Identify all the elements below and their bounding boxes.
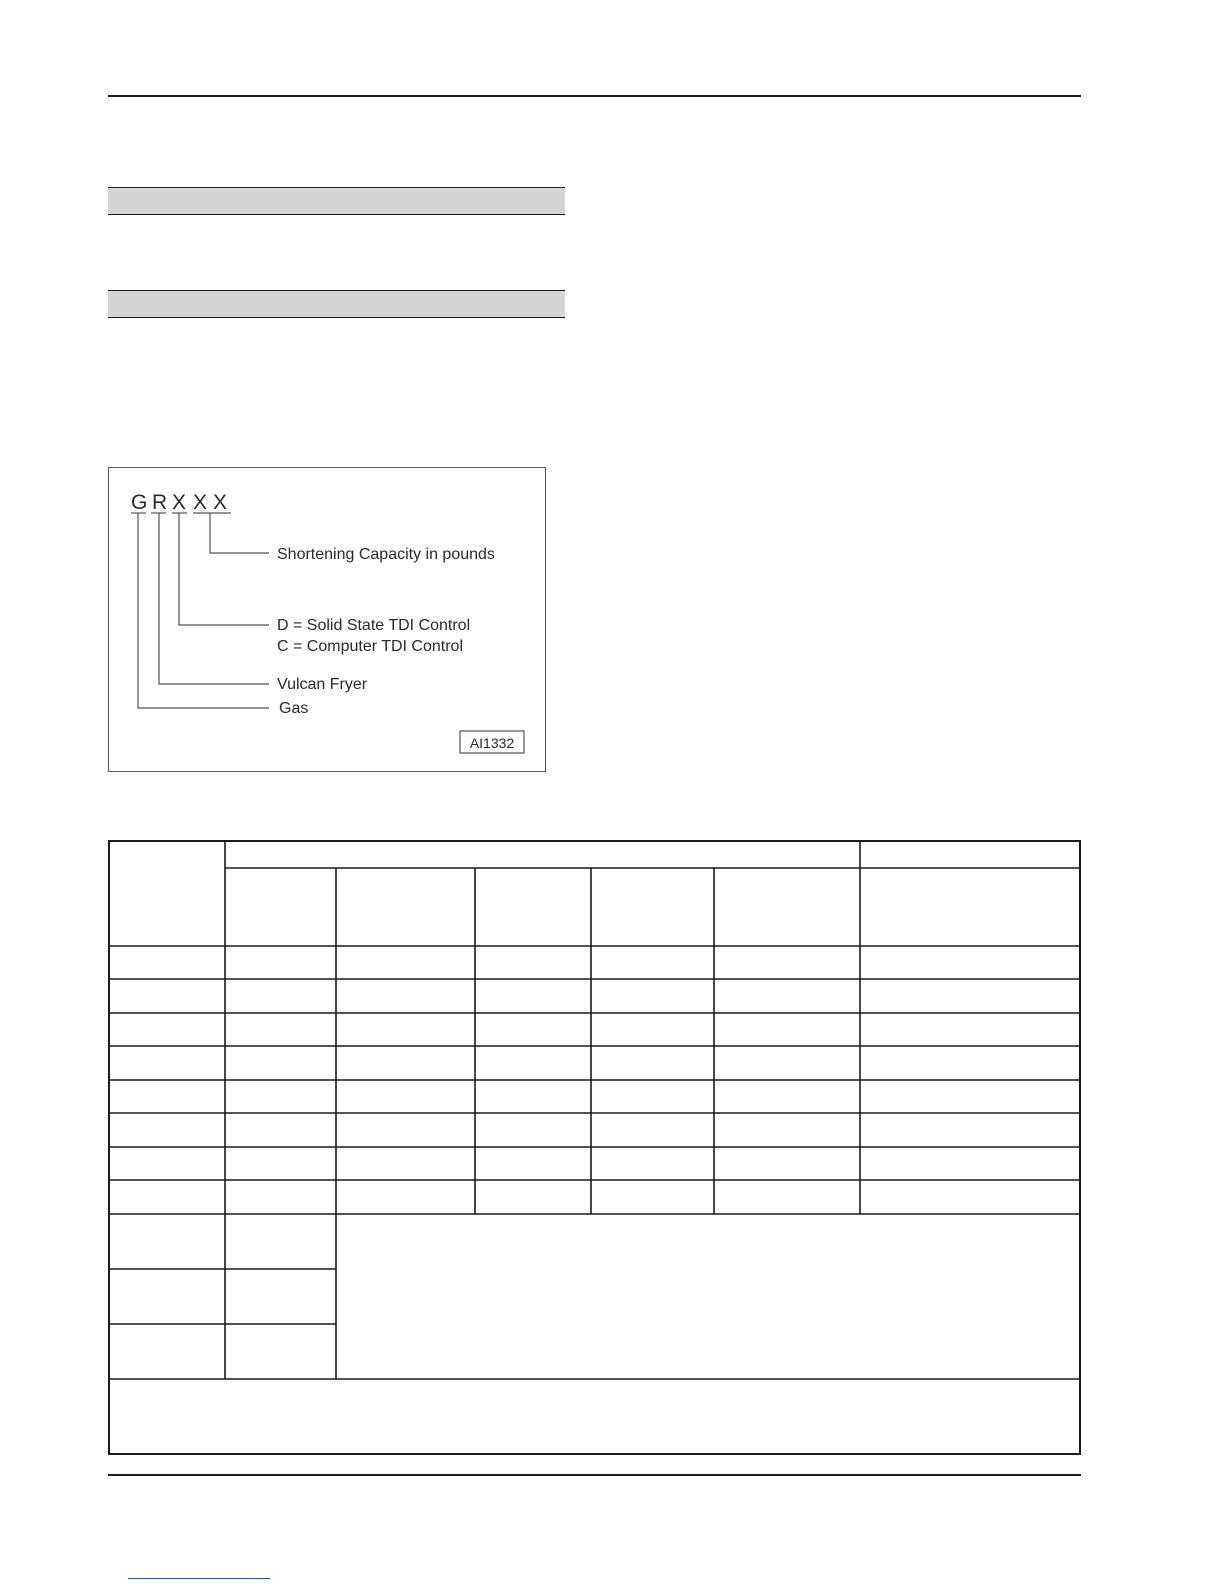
section-heading-bar	[108, 290, 565, 318]
code-letter: X	[193, 491, 208, 514]
figure-id: AI1332	[469, 735, 515, 751]
callout-computer: C = Computer TDI Control	[277, 638, 463, 655]
code-letter: X	[172, 491, 187, 514]
spec-table	[108, 840, 1081, 1455]
footer-link-underline[interactable]	[128, 1578, 270, 1579]
callout-capacity: Shortening Capacity in pounds	[277, 546, 495, 563]
table-grid	[108, 840, 1081, 1379]
code-letter: X	[213, 491, 228, 514]
footer-rule	[108, 1474, 1081, 1476]
callout-solid-state: D = Solid State TDI Control	[277, 617, 471, 634]
code-letter: G	[131, 491, 148, 514]
callout-fryer: Vulcan Fryer	[277, 676, 368, 693]
callout-gas: Gas	[279, 700, 309, 717]
model-number-diagram	[108, 467, 546, 772]
section-heading-bar	[108, 187, 565, 215]
header-rule	[108, 95, 1081, 97]
callout-leaders	[138, 513, 269, 708]
code-letter: R	[152, 491, 168, 514]
